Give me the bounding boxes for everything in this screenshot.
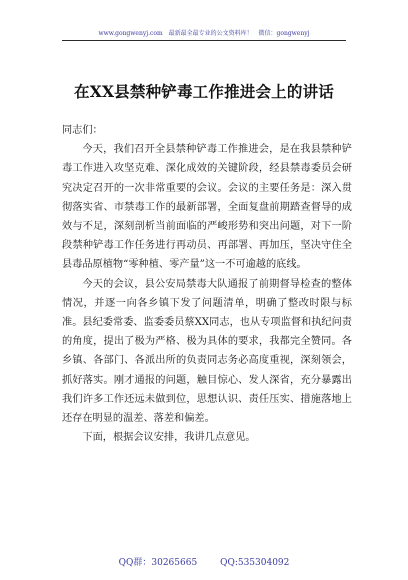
paragraph-1: 今天，我们召开全县禁种铲毒工作推进会，是在我县禁种铲毒工作进入攻坚克难、深化成效的关键阶段，经县禁毒委员会研究决定召开的一次非常重要的会议。会议的主要任务是：深入贯彻落实省、市禁毒工作的最新部署，全面复盘前期踏查督导的成效与不足，深刻剖析当前面临的严峻形势和突出问题，对下一阶段禁种铲毒工作任务进行再动员、再部署、再加压，坚决守住全县毒品原植物“零种植、零产量”这一不可逾越的底线。 xyxy=(62,144,352,271)
header-wechat: 微信：gongwenyj xyxy=(258,30,310,37)
page-header xyxy=(0,28,408,37)
footer-qq-group: QQ群：30265665 xyxy=(118,558,198,568)
footer-qq-contact: QQ:535304092 xyxy=(220,558,290,568)
page-footer xyxy=(0,555,408,568)
paragraph-3: 下面，根据会议安排，我讲几点意见。 xyxy=(82,432,256,444)
header-tagline: 最新最全最专业的公文资料库！ xyxy=(168,30,253,37)
salutation: 同志们： xyxy=(62,125,103,136)
paragraph-2: 今天的会议，县公安局禁毒大队通报了前期督导检查的整体情况，并逐一向各乡镇下发了问题清单，明确了整改时限与标准。县纪委常委、监委委员蔡XX同志，也从专项监督和执纪问责的角度，提出了极为严格、极为具体的要求，我都完全赞同。各乡镇、各部门、各派出所的负责同志务必高度重视，深刻领会，抓好落实。刚才通报的问题，触目惊心、发人深省，充分暴露出我们许多工作还远未做到位，思想认识、责任压实、措施落地上还存在明显的温差、落差和偏差。 xyxy=(62,278,352,425)
header-divider xyxy=(62,40,346,41)
document-title: 在XX县禁种铲毒工作推进会上的讲话 xyxy=(74,82,334,101)
header-website[interactable]: www.gongwenyj.com xyxy=(98,30,163,37)
document-body xyxy=(62,121,352,447)
